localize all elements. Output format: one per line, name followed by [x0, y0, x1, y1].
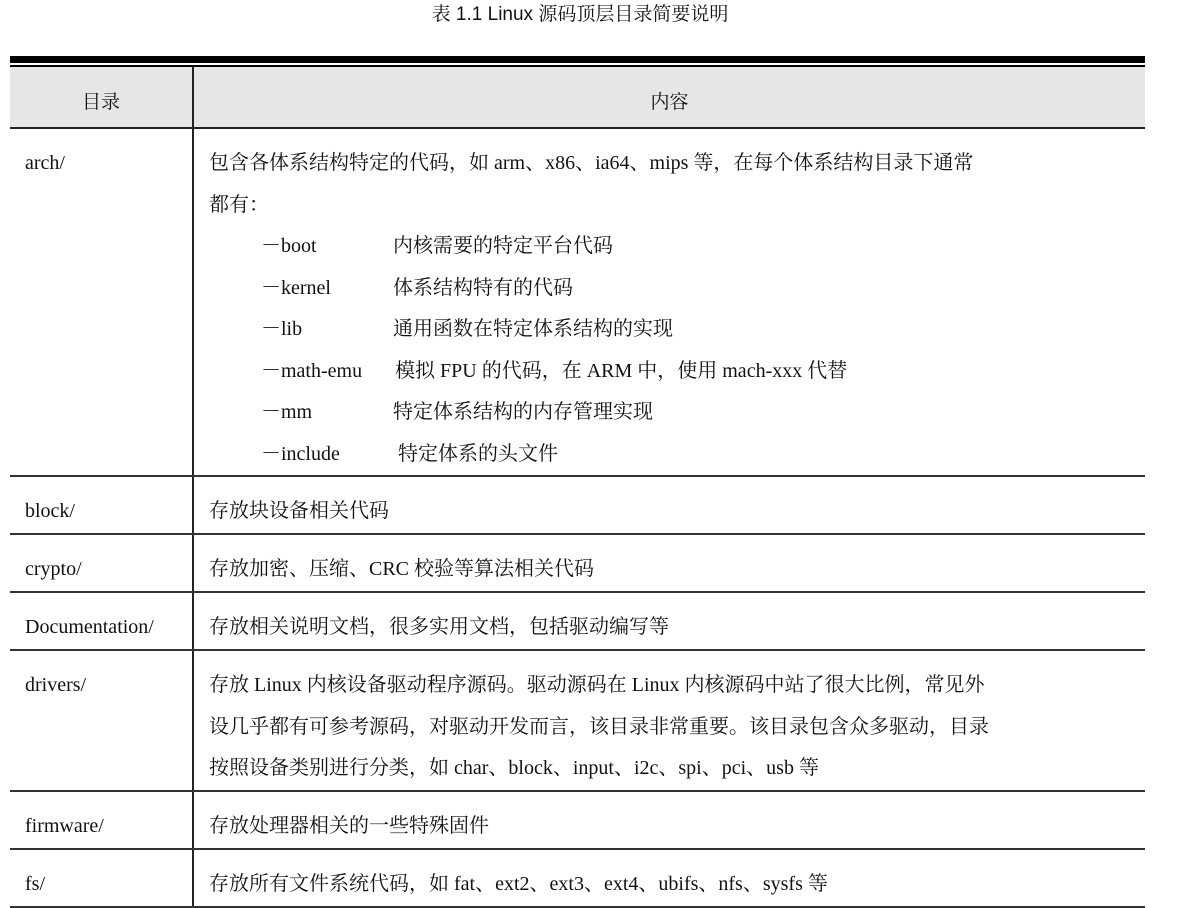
table-row [10, 476, 1145, 534]
dir-cell: crypto/ [10, 534, 193, 592]
content-line: 存放所有文件系统代码，如 fat、ext2、ext3、ext4、ubifs、nfs、sysfs 等 [209, 872, 828, 895]
directory-table [10, 67, 1145, 908]
subdir-item [209, 268, 1139, 310]
column-header-directory: 目录 [10, 67, 193, 128]
table-row [10, 791, 1145, 849]
content-cell [193, 849, 1145, 907]
content-cell [193, 476, 1145, 534]
content-line: 设几乎都有可参考源码，对驱动开发而言，该目录非常重要。该目录包含众多驱动，目录 [209, 715, 989, 738]
dir-cell: block/ [10, 476, 193, 534]
column-header-content: 内容 [193, 67, 1145, 128]
subdir-desc: 内核需要的特定平台代码 [393, 235, 613, 257]
content-line: 存放 Linux 内核设备驱动程序源码。驱动源码在 Linux 内核源码中站了很大比例，常见外 [209, 674, 985, 696]
subdir-name: lib [281, 318, 303, 340]
subdir-desc: 特定体系的头文件 [393, 442, 558, 465]
dash-bullet: － [261, 235, 281, 257]
content-cell [193, 534, 1145, 592]
subdir-name: include [281, 442, 340, 465]
dir-cell: Documentation/ [10, 592, 193, 650]
table-header-row [10, 67, 1145, 128]
subdir-desc: 特定体系结构的内存管理实现 [393, 401, 653, 423]
subdir-desc: 通用函数在特定体系结构的实现 [393, 318, 673, 340]
dir-cell: drivers/ [10, 650, 193, 791]
content-line: 存放加密、压缩、CRC 校验等算法相关代码 [209, 558, 595, 580]
content-cell [193, 592, 1145, 650]
top-rule-thick [10, 56, 1145, 63]
dash-bullet: － [261, 401, 281, 423]
content-line: 存放块设备相关代码 [209, 500, 389, 522]
content-line: 都有： [209, 193, 269, 216]
subdir-desc: 体系结构特有的代码 [393, 276, 573, 299]
dash-bullet: － [261, 359, 281, 382]
dir-cell: firmware/ [10, 791, 193, 849]
content-cell [193, 650, 1145, 791]
subdir-item [209, 309, 1139, 351]
content-line: 存放处理器相关的一些特殊固件 [209, 814, 489, 837]
content-line: 存放相关说明文档，很多实用文档，包括驱动编写等 [209, 616, 669, 638]
subdir-name: boot [281, 235, 317, 257]
table-row [10, 650, 1145, 791]
content-cell [193, 791, 1145, 849]
subdir-name: kernel [281, 276, 331, 299]
content-line: 按照设备类别进行分类，如 char、block、input、i2c、spi、pci、usb 等 [209, 757, 819, 779]
directory-table-container [10, 56, 1145, 908]
table-caption: 表 1.1 Linux 源码顶层目录简要说明 [431, 4, 729, 25]
subdir-item [209, 434, 1139, 476]
subdir-item [209, 392, 1139, 434]
subdir-desc: 模拟 FPU 的代码，在 ARM 中，使用 mach-xxx 代替 [395, 359, 848, 382]
subdir-name: math-emu [281, 359, 363, 382]
table-row [10, 128, 1145, 476]
dir-cell: fs/ [10, 849, 193, 907]
dash-bullet: － [261, 318, 281, 340]
subdir-item [209, 226, 1139, 268]
subdir-item [209, 351, 1139, 393]
dash-bullet: － [261, 442, 281, 465]
table-row [10, 849, 1145, 907]
content-cell [193, 128, 1145, 476]
dash-bullet: － [261, 276, 281, 299]
content-line: 包含各体系结构特定的代码，如 arm、x86、ia64、mips 等，在每个体系结构目录下通常 [209, 152, 974, 174]
subdir-name: mm [281, 401, 313, 423]
dir-cell: arch/ [10, 128, 193, 476]
table-row [10, 592, 1145, 650]
table-row [10, 534, 1145, 592]
